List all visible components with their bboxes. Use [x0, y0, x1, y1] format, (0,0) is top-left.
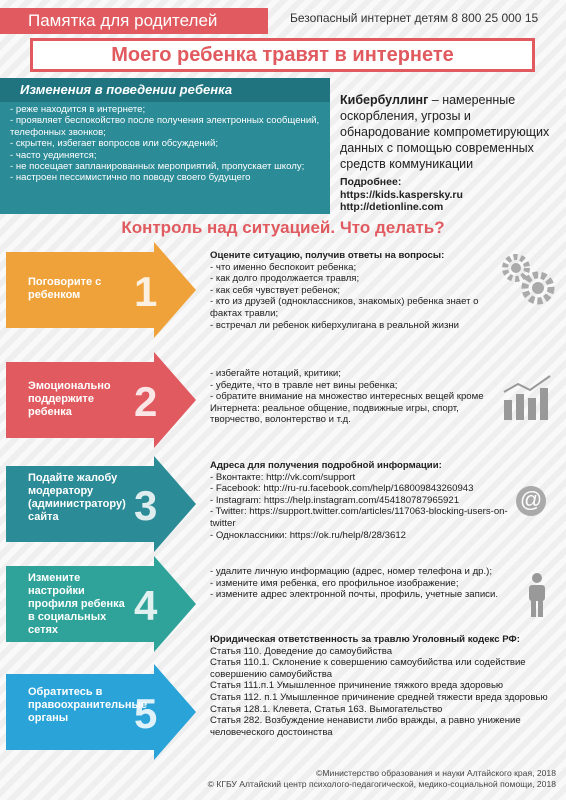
step-lead: Юридическая ответственность за травлю Уголовный кодекс РФ: [210, 634, 520, 645]
step-line: - что именно беспокоит ребенка; [210, 261, 357, 273]
step-number: 2 [134, 378, 158, 425]
link-kaspersky[interactable]: https://kids.kaspersky.ru [340, 188, 463, 201]
step-line: - Facebook: http://ru-ru.facebook.com/help/168009843260943 [210, 483, 474, 495]
step-arrow-3 [6, 456, 196, 552]
list-item: - проявляет беспокойство после получения электронных сообщений, телефонных звонков; [10, 115, 320, 138]
step-line: - кто из друзей (одноклассников, знакомых) ребенка знает о фактах травли; [210, 296, 479, 319]
list-item: - настроен пессимистично по поводу своего будущего [10, 172, 251, 184]
step-line: - измените адрес электронной почты, профиль, учетные записи. [210, 589, 498, 601]
step-line: - удалите личную информацию (адрес, номер телефона и др.); [210, 566, 493, 577]
step-line: Статья 111.п.1 Умышленное причинение тяжкого вреда здоровью [210, 680, 504, 692]
footer-line: © КГБУ Алтайский центр психолого-педагогической, медико-социальной помощи, 2018 [207, 779, 556, 789]
step-line: - обратите внимание на множество интересных вещей кроме Интернета: реальное общение, подвижные игры, спорт, творчество, волонтерство и т.д. [210, 391, 484, 426]
link-detionline[interactable]: http://detionline.com [340, 201, 444, 214]
step-line: - как долго продолжается травля; [210, 273, 360, 285]
bar-chart-icon [500, 372, 556, 422]
list-item: - реже находится в интернете; [10, 104, 146, 115]
step-label: Подайте жалобу модератору (администратору) сайта [28, 472, 126, 523]
step-line: - убедите, что в травле нет вины ребенка; [210, 379, 398, 391]
step-line: - Одноклассники: https://ok.ru/help/8/28/3612 [210, 529, 406, 541]
leaflet-tag: Памятка для родителей [0, 8, 268, 34]
definition-term: Кибербуллинг [340, 93, 429, 107]
footer [208, 768, 556, 790]
step-arrow-5 [6, 664, 196, 760]
person-icon [526, 572, 548, 618]
step-line: - Instagram: https://help.instagram.com/454180787965921 [210, 494, 460, 506]
step-line: Статья 282. Возбуждение ненависти либо вражды, а равно унижение человеческого достоинства [210, 715, 521, 738]
step-number: 5 [134, 690, 158, 737]
step-text-1 [210, 250, 510, 331]
step-line: - избегайте нотаций, критики; [210, 368, 341, 379]
behavior-heading: Изменения в поведении ребенка [0, 78, 330, 102]
step-lead: Адреса для получения подробной информации: [210, 460, 442, 471]
step-line: - встречал ли ребенок киберхулигана в реальной жизни [210, 319, 460, 331]
step-line: Статья 110.1. Склонение к совершению самоубийства или содействие совершению самоубийства [210, 657, 526, 680]
step-arrow-2 [6, 352, 196, 448]
section-title: Контроль над ситуацией. Что делать? [121, 218, 445, 237]
step-label: Измените настройки профиля ребенка в социальных сетях [28, 572, 125, 636]
footer-line: ©Министерство образования и науки Алтайского края, 2018 [316, 768, 556, 778]
step-text-3 [210, 460, 510, 541]
step-label: Эмоционально поддержите ребенка [28, 380, 111, 418]
step-line: Статья 128.1. Клевета, Статья 163. Вымогательство [210, 703, 443, 715]
step-text-2 [210, 368, 510, 426]
step-text-5 [210, 634, 550, 738]
step-line: Статья 110. Доведение до самоубийства [210, 645, 393, 657]
step-line: - Twitter: https://support.twitter.com/articles/117063-blocking-users-on-twitter [210, 506, 508, 529]
step-number: 3 [134, 482, 158, 529]
list-item: - часто уединяется; [10, 149, 97, 161]
list-item: - не посещает запланированных мероприятий, пропускает школу; [10, 161, 305, 173]
step-label: Обратитесь в правоохранительные органы [28, 686, 148, 724]
step-line: - как себя чувствует ребенок; [210, 284, 341, 296]
step-lead: Оцените ситуацию, получив ответы на вопросы: [210, 250, 445, 261]
behavior-list [10, 104, 326, 184]
step-text-4 [210, 566, 510, 601]
gears-icon [496, 248, 558, 308]
step-label: Поговорите с ребенком [28, 276, 102, 301]
more-label: Подробнее: [340, 176, 402, 188]
step-arrow-1 [6, 242, 196, 338]
step-number: 4 [134, 582, 158, 629]
step-line: - Вконтакте: http://vk.com/support [210, 471, 356, 483]
definition-text: – намеренные оскорбления, угрозы и обнародование компрометирующих данных с помощью современных средств коммуникации [340, 93, 550, 171]
step-line: - измените имя ребенка, его профильное изображение; [210, 577, 459, 589]
list-item: - скрытен, избегает вопросов или обсуждений; [10, 138, 219, 150]
page-title: Моего ребенка травят в интернете [30, 38, 535, 72]
more-info [340, 176, 550, 214]
step-arrow-4 [6, 556, 196, 652]
cyberbullying-definition [340, 92, 550, 172]
step-number: 1 [134, 268, 158, 315]
hotline-text: Безопасный интернет детям 8 800 25 000 15 [290, 11, 539, 25]
at-sign-icon: @ [516, 486, 546, 516]
step-line: Статья 112. п.1 Умышленное причинение средней тяжести вреда здоровью [210, 691, 548, 703]
